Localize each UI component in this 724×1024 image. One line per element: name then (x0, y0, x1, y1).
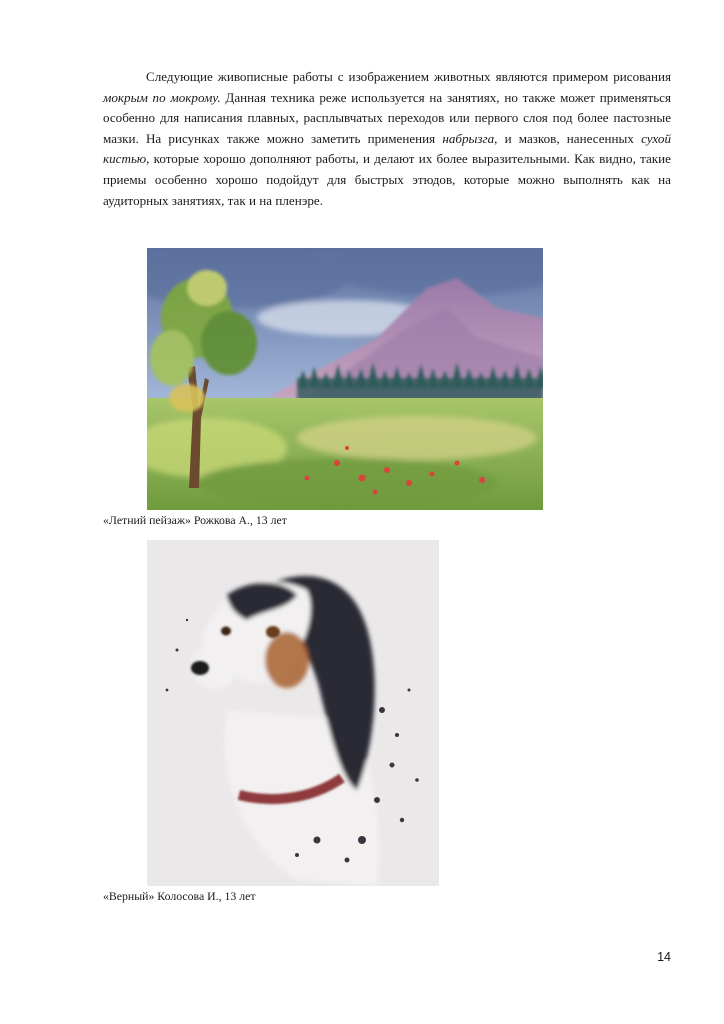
landscape-painting-image (147, 248, 543, 510)
paragraph-text: , и мазков, нанесенных (494, 130, 642, 146)
paragraph-text: Данная техника реже используется на занятиях, но также может применяться особенно для написания плавных, расплывчатых переходов или первого слоя под более пастозные мазки. На рисунках также можно заметить применения (103, 89, 671, 146)
dog-eye-right (266, 626, 280, 638)
dog-painting-image (147, 540, 439, 886)
emphasis-wet-on-wet: мокрым по мокрому. (103, 89, 221, 105)
dog-nose (191, 661, 209, 675)
body-paragraph (103, 67, 671, 211)
paragraph-text: , которые хорошо дополняют работы, и делают их более выразительными. Как видно, такие приемы особенно хорошо подойдут для быстрых этюдов, которые можно выполнять как на аудиторных занятиях, так и на пленэре. (103, 151, 671, 208)
emphasis-dry-brush: сухой кистью (103, 130, 672, 167)
page-number: 14 (657, 950, 671, 964)
dog-painting-svg (147, 540, 439, 886)
emphasis-splatter: набрызга (442, 130, 495, 146)
dog-eye-left (221, 627, 231, 636)
paragraph-text: Следующие живописные работы с изображением животных являются примером рисования (146, 69, 671, 84)
figure-caption: «Верный» Колосова И., 13 лет (103, 889, 256, 903)
figure-caption: «Летний пейзаж» Рожкова А., 13 лет (103, 513, 287, 527)
landscape-painting-svg (147, 248, 543, 510)
